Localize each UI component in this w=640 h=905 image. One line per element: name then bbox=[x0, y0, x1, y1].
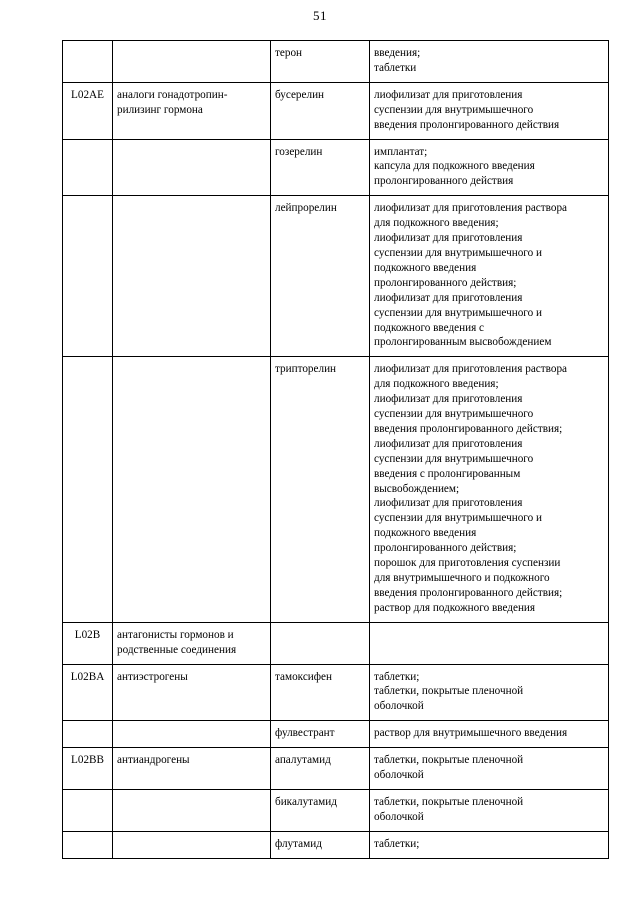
dosage-form-line: таблетки; bbox=[374, 837, 420, 850]
dosage-form-line: пролонгированного действия bbox=[374, 175, 514, 188]
dosage-form-line: лиофилизат для приготовления bbox=[374, 437, 523, 450]
pharmacological-group-line: антиэстрогены bbox=[117, 670, 188, 683]
atc-code-cell bbox=[63, 831, 113, 858]
pharmacological-group-cell bbox=[113, 41, 271, 83]
drug-table bbox=[62, 40, 609, 859]
dosage-form-cell bbox=[370, 748, 609, 790]
pharmacological-group-cell bbox=[113, 748, 271, 790]
atc-code-cell bbox=[63, 196, 113, 357]
dosage-form-line: таблетки; bbox=[374, 670, 420, 683]
atc-code-cell bbox=[63, 622, 113, 664]
dosage-form-cell bbox=[370, 664, 609, 721]
drug-name-cell bbox=[271, 357, 370, 622]
drug-name: апалутамид bbox=[275, 754, 331, 767]
pharmacological-group-cell bbox=[113, 622, 271, 664]
dosage-form-line: пролонгированного действия; bbox=[374, 276, 517, 289]
dosage-form-line: введения пролонгированного действия; bbox=[374, 422, 563, 435]
table-row bbox=[63, 357, 609, 622]
dosage-form-line: таблетки, покрытые пленочной bbox=[374, 685, 524, 698]
dosage-form-line: суспензии для внутримышечного bbox=[374, 452, 534, 465]
drug-name-cell bbox=[271, 622, 370, 664]
dosage-form-line: лиофилизат для приготовления bbox=[374, 232, 523, 245]
dosage-form-line: лиофилизат для приготовления раствора bbox=[374, 202, 567, 215]
pharmacological-group-line: антиандрогены bbox=[117, 754, 190, 767]
page-number: 51 bbox=[313, 8, 327, 23]
pharmacological-group-cell bbox=[113, 196, 271, 357]
atc-code-cell bbox=[63, 789, 113, 831]
drug-name-cell bbox=[271, 789, 370, 831]
dosage-form-line: таблетки bbox=[374, 61, 417, 74]
pharmacological-group-cell bbox=[113, 721, 271, 748]
drug-name: фулвестрант bbox=[275, 727, 335, 740]
dosage-form-cell bbox=[370, 82, 609, 139]
atc-code-cell bbox=[63, 139, 113, 196]
dosage-form-cell bbox=[370, 196, 609, 357]
pharmacological-group-cell bbox=[113, 789, 271, 831]
pharmacological-group-line: рилизинг гормона bbox=[117, 103, 203, 116]
dosage-form-line: для подкожного введения; bbox=[374, 378, 499, 391]
atc-code: L02BA bbox=[70, 670, 105, 683]
drug-name-cell bbox=[271, 748, 370, 790]
dosage-form-line: таблетки, покрытые пленочной bbox=[374, 754, 524, 767]
atc-code-cell bbox=[63, 82, 113, 139]
dosage-form-line: порошок для приготовления суспензии bbox=[374, 557, 561, 570]
pharmacological-group-cell bbox=[113, 139, 271, 196]
dosage-form-line: для внутримышечного и подкожного bbox=[374, 572, 550, 584]
drug-name: тамоксифен bbox=[275, 670, 332, 683]
dosage-form-line: введения пролонгированного действия bbox=[374, 118, 560, 131]
drug-name: терон bbox=[275, 47, 303, 59]
dosage-form-cell bbox=[370, 831, 609, 858]
table-row bbox=[63, 139, 609, 196]
dosage-form-line: капсула для подкожного введения bbox=[374, 160, 535, 173]
dosage-form-line: лиофилизат для приготовления bbox=[374, 393, 523, 406]
atc-code: L02B bbox=[74, 628, 101, 641]
table-body bbox=[63, 41, 609, 859]
atc-code-cell bbox=[63, 664, 113, 721]
table-row bbox=[63, 748, 609, 790]
dosage-form-line: пролонгированным высвобождением bbox=[374, 336, 552, 349]
atc-code: L02AE bbox=[71, 88, 104, 101]
pharmacological-group-line: родственные соединения bbox=[117, 643, 237, 656]
dosage-form-line: имплантат; bbox=[374, 145, 428, 158]
drug-name: трипторелин bbox=[275, 363, 337, 376]
pharmacological-group-cell bbox=[113, 664, 271, 721]
dosage-form-line: для подкожного введения; bbox=[374, 217, 499, 230]
dosage-form-line: подкожного введения bbox=[374, 261, 477, 274]
pharmacological-group-cell bbox=[113, 357, 271, 622]
dosage-form-line: суспензии для внутримышечного и bbox=[374, 246, 542, 259]
dosage-form-line: высвобождением; bbox=[374, 482, 460, 495]
drug-name: бусерелин bbox=[275, 88, 325, 101]
drug-name-cell bbox=[271, 196, 370, 357]
dosage-form-line: подкожного введения bbox=[374, 527, 477, 540]
dosage-form-cell bbox=[370, 721, 609, 748]
dosage-form-cell bbox=[370, 789, 609, 831]
drug-name-cell bbox=[271, 721, 370, 748]
atc-code-cell bbox=[63, 748, 113, 790]
dosage-form-line: раствор для подкожного введения bbox=[374, 601, 536, 614]
pharmacological-group-cell bbox=[113, 831, 271, 858]
dosage-form-line: таблетки, покрытые пленочной bbox=[374, 795, 524, 808]
table-row bbox=[63, 41, 609, 83]
table-row bbox=[63, 831, 609, 858]
dosage-form-line: суспензии для внутримышечного и bbox=[374, 512, 542, 525]
table-row bbox=[63, 82, 609, 139]
atc-code-cell bbox=[63, 357, 113, 622]
dosage-form-line: введения с пролонгированным bbox=[374, 467, 521, 480]
dosage-form-line: суспензии для внутримышечного bbox=[374, 408, 534, 421]
atc-code-cell bbox=[63, 721, 113, 748]
dosage-form-line: введения; bbox=[374, 47, 421, 59]
atc-code: L02BB bbox=[71, 754, 104, 767]
drug-name-cell bbox=[271, 82, 370, 139]
pharmacological-group-line: аналоги гонадотропин- bbox=[117, 88, 228, 101]
table-row bbox=[63, 721, 609, 748]
dosage-form-cell bbox=[370, 41, 609, 83]
dosage-form-line: суспензии для внутримышечного bbox=[374, 103, 534, 116]
dosage-form-line: оболочкой bbox=[374, 810, 424, 823]
drug-name-cell bbox=[271, 139, 370, 196]
drug-name: лейпрорелин bbox=[275, 202, 337, 215]
drug-name-cell bbox=[271, 664, 370, 721]
pharmacological-group-line: антагонисты гормонов и bbox=[117, 628, 234, 641]
dosage-form-line: оболочкой bbox=[374, 700, 424, 713]
drug-name-cell bbox=[271, 41, 370, 83]
atc-code-cell bbox=[63, 41, 113, 83]
dosage-form-cell bbox=[370, 622, 609, 664]
pharmacological-group-cell bbox=[113, 82, 271, 139]
dosage-form-line: оболочкой bbox=[374, 769, 424, 782]
dosage-form-line: пролонгированного действия; bbox=[374, 542, 517, 555]
drug-name: бикалутамид bbox=[275, 795, 337, 808]
dosage-form-line: лиофилизат для приготовления bbox=[374, 88, 523, 101]
dosage-form-line: введения пролонгированного действия; bbox=[374, 586, 563, 599]
dosage-form-cell bbox=[370, 139, 609, 196]
table-row bbox=[63, 196, 609, 357]
table-row bbox=[63, 789, 609, 831]
dosage-form-line: лиофилизат для приготовления раствора bbox=[374, 363, 567, 376]
drug-name-cell bbox=[271, 831, 370, 858]
dosage-form-line: лиофилизат для приготовления bbox=[374, 291, 523, 304]
dosage-form-cell bbox=[370, 357, 609, 622]
dosage-form-line: раствор для внутримышечного введения bbox=[374, 727, 568, 740]
table-row bbox=[63, 664, 609, 721]
table-row bbox=[63, 622, 609, 664]
drug-name: флутамид bbox=[275, 837, 322, 850]
drug-name: гозерелин bbox=[275, 145, 323, 158]
dosage-form-line: лиофилизат для приготовления bbox=[374, 497, 523, 510]
dosage-form-line: суспензии для внутримышечного и bbox=[374, 306, 542, 319]
dosage-form-line: подкожного введения с bbox=[374, 321, 484, 334]
